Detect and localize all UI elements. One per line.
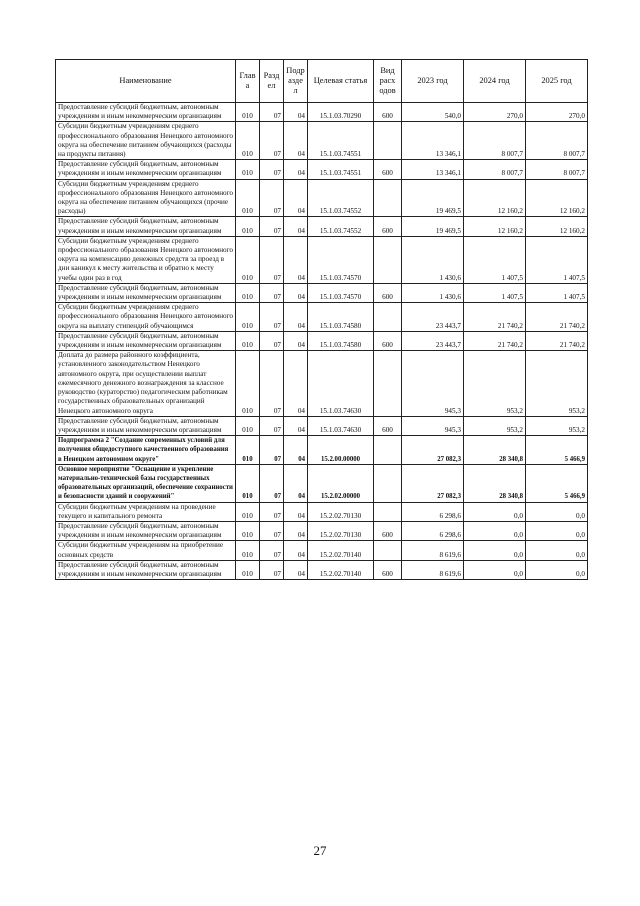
cell-razdel: 07 [260, 122, 284, 160]
cell-2025: 5 466,9 [526, 436, 588, 465]
table-row [56, 331, 588, 350]
cell-name: Предоставление субсидий бюджетным, автономным учреждениям и иным некоммерческим организациям [56, 217, 236, 236]
header-vid: Вид расх одов [374, 60, 402, 103]
page-number: 27 [313, 843, 327, 858]
table-row [56, 464, 588, 502]
cell-razdel: 07 [260, 103, 284, 122]
cell-2023: 6 298,6 [402, 502, 464, 521]
cell-podrazdel: 04 [284, 103, 308, 122]
cell-2024: 21 740,2 [464, 303, 526, 332]
cell-2024: 8 007,7 [464, 122, 526, 160]
cell-name: Субсидии бюджетным учреждениям на проведение текущего и капитального ремонта [56, 502, 236, 521]
cell-vid [374, 179, 402, 217]
table-row [56, 303, 588, 332]
table-row [56, 521, 588, 540]
cell-target: 15.1.03.70290 [308, 103, 374, 122]
cell-vid: 600 [374, 160, 402, 179]
table-row [56, 103, 588, 122]
cell-podrazdel: 04 [284, 464, 308, 502]
cell-target: 15.1.03.74630 [308, 416, 374, 435]
cell-razdel: 07 [260, 303, 284, 332]
cell-podrazdel: 04 [284, 217, 308, 236]
cell-2025: 0,0 [526, 502, 588, 521]
cell-vid: 600 [374, 103, 402, 122]
cell-razdel: 07 [260, 236, 284, 283]
cell-glava: 010 [236, 521, 260, 540]
header-2025: 2025 год [526, 60, 588, 103]
cell-name: Субсидии бюджетным учреждениям среднего профессионального образования Ненецкого автономного округа на компенсацию денежных средств за проезд в дни каникул к месту жительства и обратно к месту учебы один раз в год [56, 236, 236, 283]
header-row [56, 60, 588, 103]
cell-glava: 010 [236, 541, 260, 560]
cell-target: 15.1.03.74570 [308, 283, 374, 302]
cell-2023: 8 619,6 [402, 560, 464, 579]
cell-glava: 010 [236, 236, 260, 283]
header-2023: 2023 год [402, 60, 464, 103]
cell-name: Предоставление субсидий бюджетным, автономным учреждениям и иным некоммерческим организациям [56, 521, 236, 540]
cell-target: 15.1.03.74630 [308, 351, 374, 416]
cell-2025: 1 407,5 [526, 283, 588, 302]
cell-target: 15.1.03.74580 [308, 303, 374, 332]
cell-razdel: 07 [260, 416, 284, 435]
cell-name: Предоставление субсидий бюджетным, автономным учреждениям и иным некоммерческим организациям [56, 283, 236, 302]
cell-2024: 0,0 [464, 560, 526, 579]
cell-vid [374, 464, 402, 502]
cell-vid [374, 541, 402, 560]
header-podrazdel: Подр азде л [284, 60, 308, 103]
header-2024: 2024 год [464, 60, 526, 103]
cell-vid [374, 436, 402, 465]
cell-vid [374, 502, 402, 521]
cell-2023: 13 346,1 [402, 160, 464, 179]
cell-2025: 270,0 [526, 103, 588, 122]
cell-2025: 8 007,7 [526, 122, 588, 160]
cell-2023: 1 430,6 [402, 236, 464, 283]
cell-target: 15.2.02.00000 [308, 464, 374, 502]
cell-target: 15.2.00.00000 [308, 436, 374, 465]
cell-razdel: 07 [260, 502, 284, 521]
header-target: Целевая статья [308, 60, 374, 103]
cell-target: 15.1.03.74552 [308, 179, 374, 217]
cell-podrazdel: 04 [284, 502, 308, 521]
cell-2024: 953,2 [464, 351, 526, 416]
cell-vid [374, 122, 402, 160]
table-row [56, 416, 588, 435]
cell-podrazdel: 04 [284, 331, 308, 350]
cell-2024: 21 740,2 [464, 331, 526, 350]
cell-target: 15.1.03.74570 [308, 236, 374, 283]
cell-2023: 19 469,5 [402, 217, 464, 236]
cell-2024: 12 160,2 [464, 217, 526, 236]
cell-vid: 600 [374, 416, 402, 435]
cell-vid: 600 [374, 217, 402, 236]
cell-razdel: 07 [260, 179, 284, 217]
cell-vid [374, 303, 402, 332]
cell-target: 15.1.03.74551 [308, 122, 374, 160]
cell-podrazdel: 04 [284, 351, 308, 416]
cell-2024: 8 007,7 [464, 160, 526, 179]
cell-name: Подпрограмма 2 "Создание современных условий для получения общедоступного качественного образования в Ненецком автономном округе" [56, 436, 236, 465]
cell-podrazdel: 04 [284, 303, 308, 332]
cell-vid: 600 [374, 331, 402, 350]
cell-razdel: 07 [260, 436, 284, 465]
cell-podrazdel: 04 [284, 122, 308, 160]
cell-name: Субсидии бюджетным учреждениям среднего профессионального образования Ненецкого автономного округа на обеспечение питанием обучающихся (расходы на продукты питания) [56, 122, 236, 160]
cell-glava: 010 [236, 464, 260, 502]
cell-glava: 010 [236, 303, 260, 332]
cell-2025: 12 160,2 [526, 217, 588, 236]
cell-2025: 8 007,7 [526, 160, 588, 179]
cell-vid [374, 351, 402, 416]
table-row [56, 217, 588, 236]
cell-name: Субсидии бюджетным учреждениям среднего профессионального образования Ненецкого автономного округа на обеспечение питанием обучающихся (прочие расходы) [56, 179, 236, 217]
cell-target: 15.1.03.74580 [308, 331, 374, 350]
table-row [56, 436, 588, 465]
cell-2025: 5 466,9 [526, 464, 588, 502]
cell-2023: 1 430,6 [402, 283, 464, 302]
cell-2025: 1 407,5 [526, 236, 588, 283]
cell-name: Доплата до размера районного коэффициента, установленного законодательством Ненецкого автономного округа, при осуществлении выплат ежемесячного денежного вознаграждения за классное руководство (кураторство) педагогическим работникам государственных образовательных организаций Ненецкого автономного округа [56, 351, 236, 416]
cell-glava: 010 [236, 179, 260, 217]
cell-podrazdel: 04 [284, 179, 308, 217]
cell-2024: 12 160,2 [464, 179, 526, 217]
cell-razdel: 07 [260, 331, 284, 350]
cell-2023: 13 346,1 [402, 122, 464, 160]
cell-razdel: 07 [260, 160, 284, 179]
cell-glava: 010 [236, 217, 260, 236]
cell-glava: 010 [236, 416, 260, 435]
cell-glava: 010 [236, 160, 260, 179]
cell-2024: 270,0 [464, 103, 526, 122]
table-row [56, 541, 588, 560]
cell-glava: 010 [236, 502, 260, 521]
cell-2025: 21 740,2 [526, 303, 588, 332]
cell-2025: 953,2 [526, 351, 588, 416]
cell-target: 15.2.02.70130 [308, 502, 374, 521]
cell-podrazdel: 04 [284, 560, 308, 579]
table-row [56, 502, 588, 521]
cell-glava: 010 [236, 331, 260, 350]
cell-2025: 0,0 [526, 521, 588, 540]
cell-2024: 0,0 [464, 541, 526, 560]
cell-2024: 1 407,5 [464, 236, 526, 283]
table-row [56, 122, 588, 160]
cell-vid: 600 [374, 521, 402, 540]
cell-name: Субсидии бюджетным учреждениям среднего профессионального образования Ненецкого автономного округа на выплату стипендий обучающимся [56, 303, 236, 332]
cell-2023: 6 298,6 [402, 521, 464, 540]
cell-razdel: 07 [260, 560, 284, 579]
cell-vid [374, 236, 402, 283]
cell-vid: 600 [374, 560, 402, 579]
table-row [56, 179, 588, 217]
table-row [56, 560, 588, 579]
cell-glava: 010 [236, 103, 260, 122]
cell-2023: 945,3 [402, 351, 464, 416]
cell-glava: 010 [236, 351, 260, 416]
cell-2025: 12 160,2 [526, 179, 588, 217]
cell-podrazdel: 04 [284, 416, 308, 435]
cell-2024: 953,2 [464, 416, 526, 435]
cell-target: 15.2.02.70130 [308, 521, 374, 540]
cell-razdel: 07 [260, 541, 284, 560]
cell-2023: 945,3 [402, 416, 464, 435]
cell-glava: 010 [236, 283, 260, 302]
cell-2023: 23 443,7 [402, 303, 464, 332]
table-row [56, 236, 588, 283]
cell-2024: 1 407,5 [464, 283, 526, 302]
cell-target: 15.2.02.70140 [308, 541, 374, 560]
cell-target: 15.1.03.74552 [308, 217, 374, 236]
table-row [56, 283, 588, 302]
cell-2025: 0,0 [526, 560, 588, 579]
cell-2023: 540,0 [402, 103, 464, 122]
cell-vid: 600 [374, 283, 402, 302]
table-row [56, 351, 588, 416]
budget-table [55, 59, 588, 580]
cell-razdel: 07 [260, 351, 284, 416]
cell-2023: 27 082,3 [402, 436, 464, 465]
cell-2024: 28 340,8 [464, 436, 526, 465]
cell-2024: 0,0 [464, 502, 526, 521]
cell-target: 15.1.03.74551 [308, 160, 374, 179]
header-name: Наименование [56, 60, 236, 103]
cell-name: Предоставление субсидий бюджетным, автономным учреждениям и иным некоммерческим организациям [56, 416, 236, 435]
cell-podrazdel: 04 [284, 521, 308, 540]
cell-razdel: 07 [260, 217, 284, 236]
cell-2025: 0,0 [526, 541, 588, 560]
cell-2023: 27 082,3 [402, 464, 464, 502]
cell-podrazdel: 04 [284, 541, 308, 560]
cell-glava: 010 [236, 122, 260, 160]
cell-razdel: 07 [260, 464, 284, 502]
cell-2025: 21 740,2 [526, 331, 588, 350]
cell-2025: 953,2 [526, 416, 588, 435]
cell-podrazdel: 04 [284, 236, 308, 283]
cell-name: Основное мероприятие "Оснащение и укрепление материально-технической базы государственных образовательных организаций, обеспечение сохранности и безопасности зданий и сооружений" [56, 464, 236, 502]
cell-glava: 010 [236, 436, 260, 465]
cell-podrazdel: 04 [284, 160, 308, 179]
header-glava: Глав а [236, 60, 260, 103]
cell-target: 15.2.02.70140 [308, 560, 374, 579]
cell-2024: 28 340,8 [464, 464, 526, 502]
cell-name: Предоставление субсидий бюджетным, автономным учреждениям и иным некоммерческим организациям [56, 560, 236, 579]
header-razdel: Разд ел [260, 60, 284, 103]
cell-name: Предоставление субсидий бюджетным, автономным учреждениям и иным некоммерческим организациям [56, 103, 236, 122]
cell-2023: 19 469,5 [402, 179, 464, 217]
cell-2023: 23 443,7 [402, 331, 464, 350]
cell-podrazdel: 04 [284, 283, 308, 302]
cell-name: Предоставление субсидий бюджетным, автономным учреждениям и иным некоммерческим организациям [56, 331, 236, 350]
cell-glava: 010 [236, 560, 260, 579]
cell-name: Предоставление субсидий бюджетным, автономным учреждениям и иным некоммерческим организациям [56, 160, 236, 179]
cell-name: Субсидии бюджетным учреждениям на приобретение основных средств [56, 541, 236, 560]
cell-razdel: 07 [260, 283, 284, 302]
cell-podrazdel: 04 [284, 436, 308, 465]
cell-2023: 8 619,6 [402, 541, 464, 560]
table-row [56, 160, 588, 179]
cell-razdel: 07 [260, 521, 284, 540]
cell-2024: 0,0 [464, 521, 526, 540]
